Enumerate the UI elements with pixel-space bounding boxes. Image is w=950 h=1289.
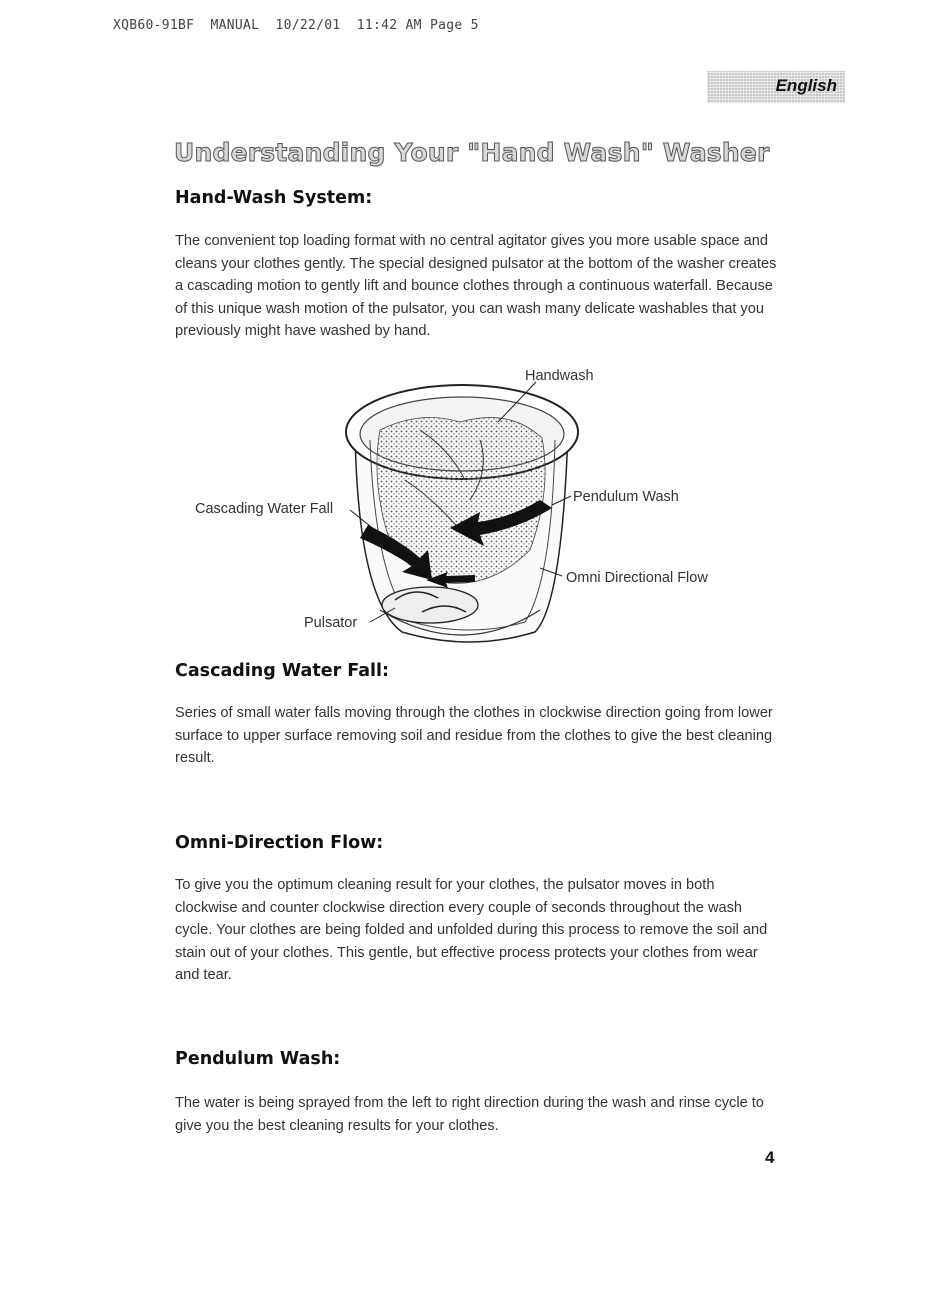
section-text-hand-wash-system: The convenient top loading format with no central agitator gives you more usable space and cleans your clothes gently. The special designed pulsator at the bottom of the washer creates a cascading motion to gently lift and bounce clothes through a continuous waterfall. Because of this unique wash motion of the pulsator, you can wash many delicate washables that you previously might have washed by hand.	[175, 233, 777, 340]
section-text-pendulum-wash: The water is being sprayed from the left to right direction during the wash and rinse cycle to give you the best cleaning results for your clothes.	[175, 1095, 764, 1134]
language-tab	[707, 71, 845, 103]
section-heading-omni-direction-flow: Omni-Direction Flow:	[175, 833, 384, 853]
callout-pendulum-wash: Pendulum Wash	[573, 489, 679, 505]
section-heading-hand-wash-system: Hand-Wash System:	[175, 188, 373, 208]
washer-diagram	[190, 360, 750, 660]
language-label: English	[775, 76, 837, 95]
section-heading-pendulum-wash: Pendulum Wash:	[175, 1049, 341, 1069]
pulsator	[382, 587, 478, 623]
callout-omni-directional-flow: Omni Directional Flow	[566, 570, 708, 586]
callout-pulsator: Pulsator	[304, 615, 358, 631]
print-header: XQB60-91BF MANUAL 10/22/01 11:42 AM Page 5	[113, 18, 479, 33]
washer-illustration	[190, 360, 750, 660]
page-number: 4	[765, 1148, 775, 1167]
section-text-cascading-water-fall: Series of small water falls moving through the clothes in clockwise direction going from lower surface to upper surface removing soil and residue from the clothes to give the best cleaning result.	[175, 705, 773, 767]
callout-handwash: Handwash	[525, 368, 594, 384]
section-text-omni-direction-flow: To give you the optimum cleaning result for your clothes, the pulsator moves in both clockwise and counter clockwise direction every couple of seconds throughout the wash cycle. Your clothes are being folded and unfolded during this process to remove the soil and stain out of your clothes. This gentle, but effective process protects your clothes from wear and tear.	[175, 877, 768, 984]
callout-cascading-water-fall: Cascading Water Fall	[195, 501, 334, 517]
section-heading-cascading-water-fall: Cascading Water Fall:	[175, 661, 390, 681]
page-title: Understanding Your "Hand Wash" Washer	[174, 138, 770, 167]
